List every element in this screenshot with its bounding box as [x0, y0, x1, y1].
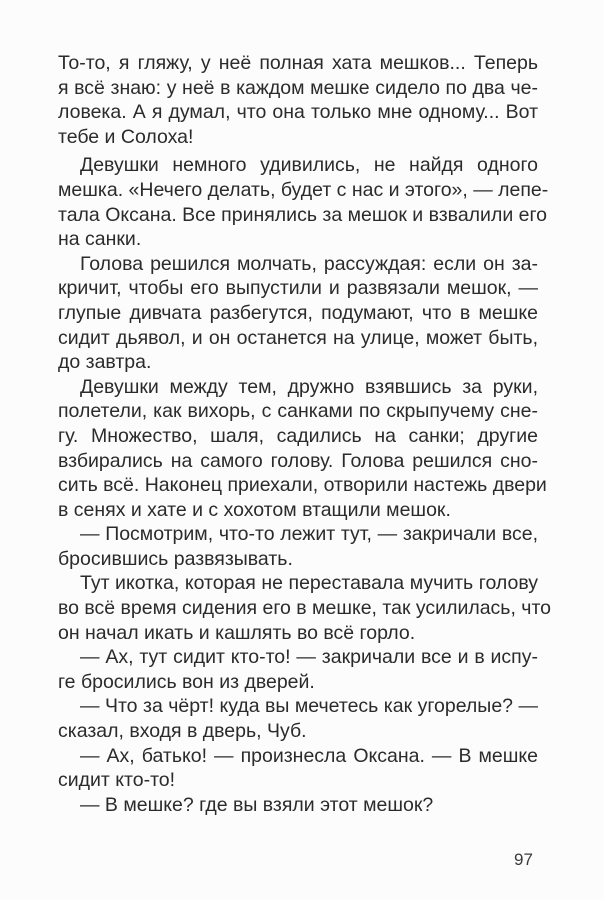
text-line: ловека. А я думал, что она только мне одному... Вот	[58, 101, 538, 124]
text-line: Тут икотка, которая не переставала мучить голову	[80, 572, 538, 595]
text-line: полетели, как вихорь, с санками по скрыпучему сне-	[58, 400, 538, 423]
text-line: — В мешке? где вы взяли этот мешок?	[80, 793, 434, 816]
text-line: во всё время сидения его в мешке, так усилилась, что	[58, 597, 552, 620]
page-text	[58, 51, 552, 817]
text-line: Голова решился молчать, рассуждая: если он за-	[80, 252, 538, 275]
page-number: 97	[514, 850, 533, 869]
text-line: — Посмотрим, что-то лежит тут, — закричали все,	[80, 523, 538, 546]
text-line: гу. Множество, шаля, садились на санки; другие	[58, 424, 538, 447]
text-line: сказал, входя в дверь, Чуб.	[58, 720, 307, 743]
text-line: — Что за чёрт! куда вы мечетесь как угорелые? —	[80, 695, 538, 718]
text-line: я всё знаю: у неё в каждом мешке сидело по два че-	[58, 76, 538, 99]
text-line: сидит кто-то!	[58, 769, 176, 792]
text-line: ге бросились вон из дверей.	[58, 670, 315, 693]
text-line: бросившись развязывать.	[58, 547, 293, 570]
text-line: мешка. «Нечего делать, будет с нас и этого», — лепе-	[58, 178, 549, 201]
text-line: сить всё. Наконец приехали, отворили настежь двери	[58, 474, 547, 497]
text-line: Девушки немного удивились, не найдя одного	[80, 154, 538, 177]
text-line: кричит, чтобы его выпустили и развязали мешок, —	[58, 277, 538, 300]
text-line: взбирались на самого голову. Голова решился сно-	[58, 449, 538, 472]
text-line: Девушки между тем, дружно взявшись за руки,	[80, 375, 538, 398]
text-line: тала Оксана. Все принялись за мешок и взвалили его	[58, 203, 548, 226]
text-line: То-то, я гляжу, у неё полная хата мешков... Теперь	[58, 52, 538, 74]
text-line: до завтра.	[58, 351, 152, 374]
text-line: он начал икать и кашлять во всё горло.	[58, 621, 416, 644]
text-line: на санки.	[58, 228, 142, 251]
text-line: тебе и Солоха!	[58, 125, 194, 148]
text-line: — Ах, батько! — произнесла Оксана. — В мешке	[80, 744, 538, 767]
text-line: сидит дьявол, и он останется на улице, может быть,	[58, 326, 538, 349]
text-line: — Ах, тут сидит кто-то! — закричали все и в испу-	[80, 646, 538, 669]
text-line: глупые дивчата разбегутся, подумают, что в мешке	[58, 301, 538, 324]
text-line: в сенях и хате и с хохотом втащили мешок.	[58, 498, 451, 521]
